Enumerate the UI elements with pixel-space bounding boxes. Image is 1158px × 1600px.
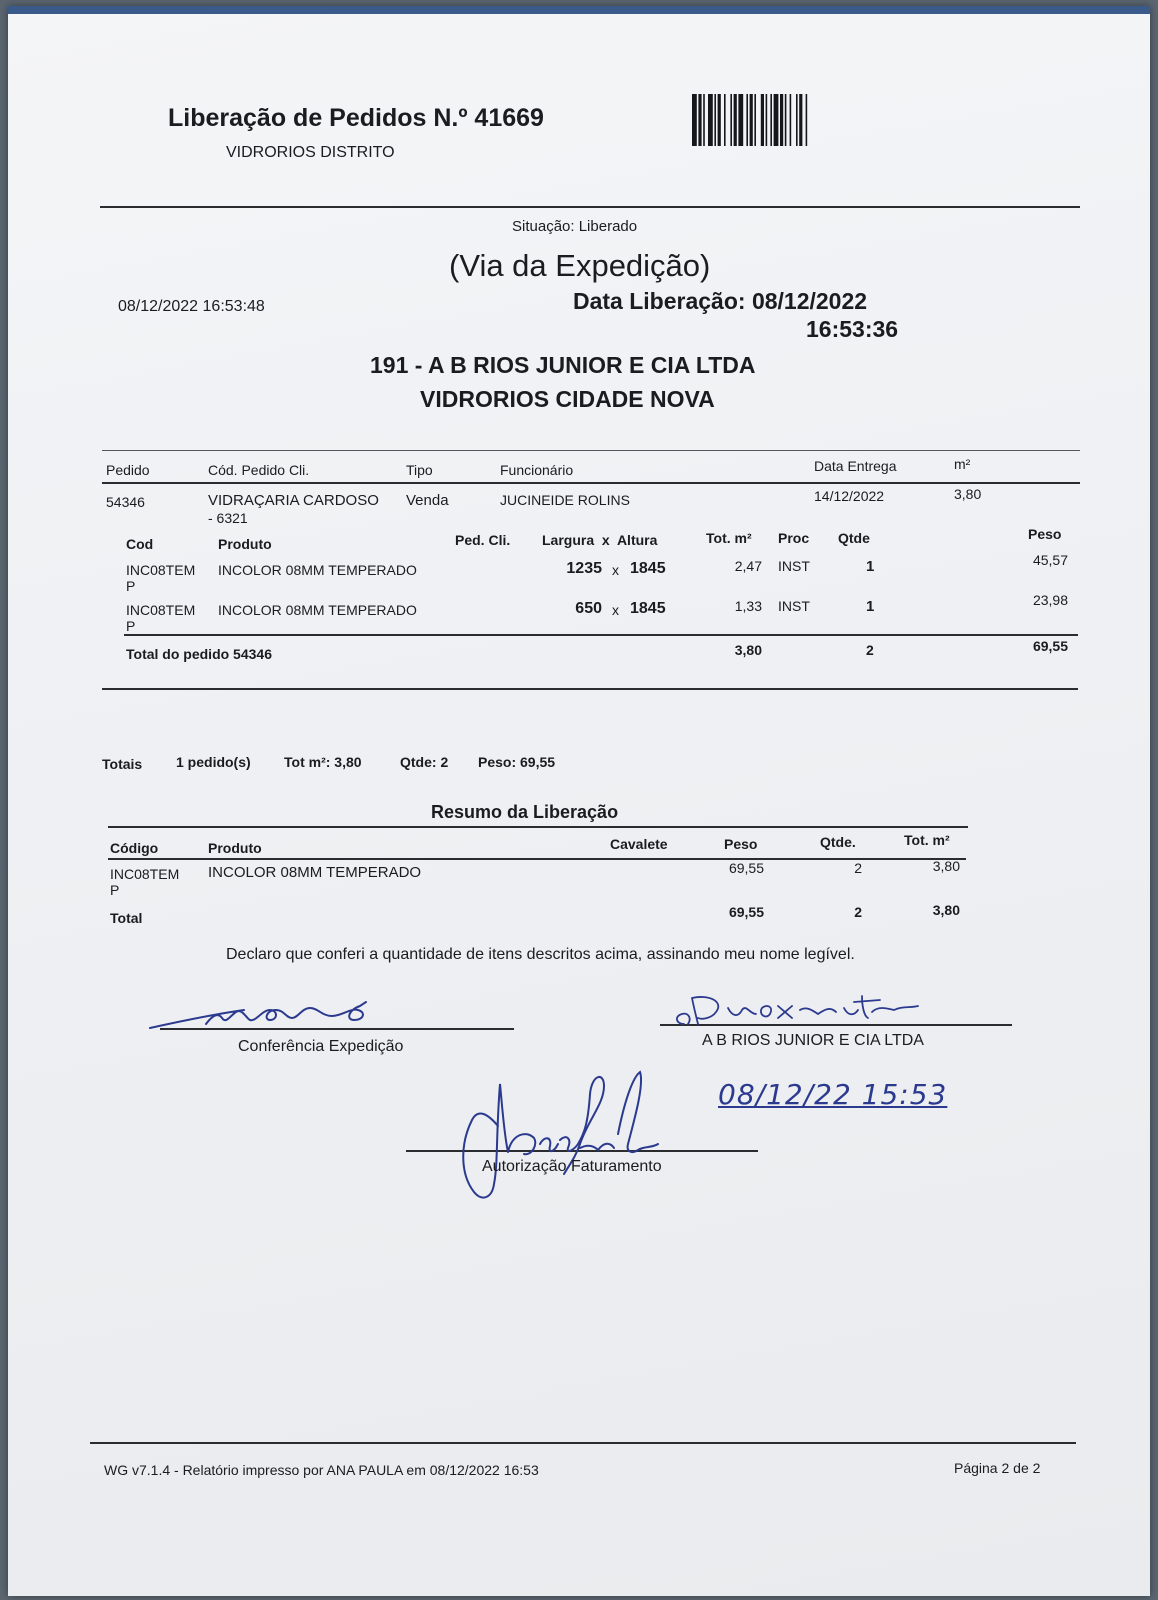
resumo-col-produto: Produto bbox=[208, 840, 262, 856]
scan-edge bbox=[8, 6, 1150, 14]
conferencia-label: Conferência Expedição bbox=[238, 1038, 404, 1055]
item-produto: INCOLOR 08MM TEMPERADO bbox=[218, 602, 417, 618]
col-tipo: Tipo bbox=[406, 462, 433, 478]
item-qtde: 1 bbox=[866, 558, 875, 575]
resumo-codigo: INC08TEM bbox=[110, 866, 180, 882]
resumo-col-tot-m2: Tot. m² bbox=[904, 832, 950, 848]
header-divider bbox=[100, 206, 1080, 208]
footer-page: Página 2 de 2 bbox=[954, 1460, 1041, 1476]
data-liberacao: Data Liberação: 08/12/2022 bbox=[573, 288, 868, 314]
m2-value: 3,80 bbox=[954, 486, 982, 502]
document-title: Liberação de Pedidos N.º 41669 bbox=[168, 104, 544, 132]
resumo-total-label: Total bbox=[110, 910, 143, 926]
cod-pedido-cli: VIDRAÇARIA CARDOSO bbox=[208, 492, 379, 509]
item-x: x bbox=[612, 602, 619, 618]
item-largura: 650 bbox=[575, 600, 602, 617]
company-name: VIDRORIOS DISTRITO bbox=[226, 144, 395, 161]
item-cod-cont: P bbox=[126, 578, 136, 594]
signature-autorizacao bbox=[448, 1064, 688, 1214]
client-name: 191 - A B RIOS JUNIOR E CIA LTDA bbox=[370, 352, 756, 378]
cod-pedido-cli-cont: - 6321 bbox=[208, 510, 248, 526]
signature-cliente bbox=[658, 986, 938, 1030]
col-funcionario: Funcionário bbox=[500, 462, 574, 478]
totais-label: Totais bbox=[102, 756, 143, 772]
item-cod: INC08TEM bbox=[126, 562, 196, 578]
resumo-total-tot-m2: 3,80 bbox=[932, 902, 960, 918]
item-col-peso: Peso bbox=[1028, 526, 1062, 542]
resumo-tot-m2: 3,80 bbox=[932, 858, 960, 874]
item-col-cod: Cod bbox=[126, 536, 154, 552]
col-cod-pedido-cli: Cód. Pedido Cli. bbox=[208, 462, 310, 478]
item-col-tot-m2: Tot. m² bbox=[706, 530, 752, 546]
item-peso: 23,98 bbox=[1032, 592, 1068, 608]
item-col-qtde: Qtde bbox=[838, 530, 870, 546]
data-entrega-value: 14/12/2022 bbox=[814, 488, 885, 504]
cliente-label: A B RIOS JUNIOR E CIA LTDA bbox=[702, 1032, 924, 1049]
item-altura: 1845 bbox=[630, 600, 666, 617]
footer-report: WG v7.1.4 - Relatório impresso por ANA PAULA em 08/12/2022 16:53 bbox=[104, 1462, 539, 1478]
declaration-text: Declaro que conferi a quantidade de itens descritos acima, assinando meu nome legível. bbox=[226, 946, 855, 963]
order-total-m2: 3,80 bbox=[734, 642, 762, 658]
resumo-col-qtde: Qtde. bbox=[820, 834, 856, 850]
item-tot-m2: 1,33 bbox=[734, 598, 762, 614]
item-col-proc: Proc bbox=[778, 530, 810, 546]
item-produto: INCOLOR 08MM TEMPERADO bbox=[218, 562, 417, 578]
item-tot-m2: 2,47 bbox=[734, 558, 762, 574]
totais-tot-m2: Tot m²: 3,80 bbox=[284, 754, 362, 770]
footer-rule bbox=[90, 1442, 1076, 1444]
via-expedicao: (Via da Expedição) bbox=[449, 248, 711, 283]
signature-conferencia bbox=[146, 994, 376, 1034]
resumo-total-peso: 69,55 bbox=[728, 904, 764, 920]
item-altura: 1845 bbox=[630, 560, 666, 577]
resumo-col-codigo: Código bbox=[110, 840, 159, 856]
item-cod: INC08TEM bbox=[126, 602, 196, 618]
item-col-produto: Produto bbox=[218, 536, 272, 552]
resumo-title: Resumo da Liberação bbox=[431, 802, 619, 822]
resumo-total-qtde: 2 bbox=[854, 904, 862, 920]
barcode bbox=[692, 94, 868, 146]
order-total-peso: 69,55 bbox=[1032, 638, 1068, 654]
funcionario-value: JUCINEIDE ROLINS bbox=[500, 492, 630, 508]
handwritten-datetime: 08/12/22 15:53 bbox=[718, 1078, 948, 1111]
order-table-bottom-rule bbox=[102, 688, 1078, 690]
autorizacao-label: Autorização Faturamento bbox=[482, 1158, 662, 1175]
item-col-ped-cli: Ped. Cli. bbox=[455, 532, 511, 548]
order-total-qtde: 2 bbox=[866, 642, 874, 658]
hora-liberacao: 16:53:36 bbox=[806, 316, 899, 342]
resumo-qtde: 2 bbox=[854, 860, 862, 876]
order-total-label: Total do pedido 54346 bbox=[126, 646, 272, 662]
totais-peso: Peso: 69,55 bbox=[478, 754, 556, 770]
item-largura: 1235 bbox=[566, 560, 602, 577]
resumo-col-cavalete: Cavalete bbox=[610, 836, 668, 852]
totais-qtde: Qtde: 2 bbox=[400, 754, 449, 770]
printed-datetime: 08/12/2022 16:53:48 bbox=[118, 298, 265, 315]
item-qtde: 1 bbox=[866, 598, 875, 615]
tipo-value: Venda bbox=[406, 492, 449, 509]
items-total-rule bbox=[124, 634, 1078, 636]
col-pedido: Pedido bbox=[106, 462, 150, 478]
item-peso: 45,57 bbox=[1032, 552, 1068, 568]
document-page bbox=[8, 6, 1150, 1596]
totais-pedidos: 1 pedido(s) bbox=[176, 754, 251, 770]
item-proc: INST bbox=[778, 558, 810, 574]
client-store: VIDRORIOS CIDADE NOVA bbox=[420, 386, 715, 412]
resumo-col-peso: Peso bbox=[724, 836, 758, 852]
resumo-top-rule bbox=[108, 826, 968, 828]
situacao: Situação: Liberado bbox=[512, 218, 638, 235]
resumo-produto: INCOLOR 08MM TEMPERADO bbox=[208, 864, 422, 881]
order-table-top-rule bbox=[102, 450, 1080, 451]
order-table-header-rule bbox=[102, 482, 1080, 484]
resumo-peso: 69,55 bbox=[728, 860, 764, 876]
item-proc: INST bbox=[778, 598, 810, 614]
item-cod-cont: P bbox=[126, 618, 136, 634]
item-col-largura-altura: Largura x Altura bbox=[542, 532, 658, 548]
pedido-number: 54346 bbox=[106, 494, 145, 510]
resumo-codigo-cont: P bbox=[110, 882, 120, 898]
col-m2: m² bbox=[954, 456, 971, 472]
item-x: x bbox=[612, 562, 619, 578]
col-data-entrega: Data Entrega bbox=[814, 458, 897, 474]
